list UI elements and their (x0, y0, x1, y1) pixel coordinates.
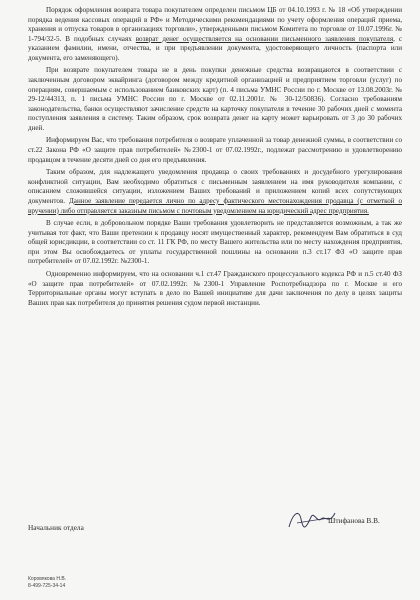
paragraph-1-text-a: Порядок оформления возврата товара покупателем определен письмом ЦБ от 04.10.1993 г. № 18 «Об утверждении порядка ведения кассовых операций в РФ» и Методическими рекомендациями по учету оформления операций приема, хранения и отпуска товаров в организациях торговли», утвержденными письмом Комитета по торговле от 10.07.1996г. № 1-794/32-5. В подобных случаях (28, 6, 402, 43)
paragraph-2: При возврате покупателем товара не в день покупки денежные средства возвращаются в соответствии с заключенным договором эквайринга (договором между кредитной организацией и предприятием торговли (услуг) по операциям, совершаемым с использованием банковских карт) (п. 4 письма УМНС России по г. Москве от 13.08.2003г. № 29-12/44313, п. 1 письма УМНС России по г. Москве от 02.11.2001г. № 30-12/50836). Согласно требованиям законодательства, банки осуществляют зачисление средств на карточку покупателя в течение 30 рабочих дней с момента поступления заявления в систему. Таким образом, срок возврата денег на карту может варьировать от 3 до 30 рабочих дней. (28, 66, 402, 132)
executor-phone: 8-499-725-34-14 (28, 582, 66, 589)
paragraph-1-text-c: , с указанием фамилии, имени, отчества, и при предъявлении документа, удостоверяющего личность (паспорта или документа, его заменяющего). (28, 34, 403, 62)
letter-body (28, 6, 402, 312)
paragraph-4-underlined: Данное заявление передается лично по адресу фактического местонахождения продавца (с отметкой о вручении) либо отправляется заказным письмом с почтовым уведомлением на юридический адрес предприятия. (28, 196, 402, 215)
paragraph-6: Одновременно информируем, что на основании ч.1 ст.47 Гражданского процессуального кодекса РФ и п.5 ст.40 ФЗ «О защите прав потребителей» от 07.02.1992г. №2300-1 Управление Роспотребнадзора по г. Москве и его Территориальные органы могут вступать в дело по Вашей инициативе для дачи заключения по делу в целях защиты Ваших прав как потребителя до принятия решения судом первой инстанции. (28, 270, 402, 307)
paragraph-5: В случае если, в добровольном порядке Ваши требования удовлетворить не представляется возможным, а так же учитывая тот факт, что Ваши претензии к продавцу носят имущественный характер, рекомендуем Вам обратиться в суд общей юрисдикции, в соответствии со ст. 11 ГК РФ, по месту Вашего жительства или по месту нахождения предприятия, при этом Вы освобождаетесь от уплаты государственной пошлины на основании п.3 ст.17 ФЗ «О защите прав потребителей» от 07.02.1992г. №2300-1. (28, 219, 402, 266)
executor-footer (28, 576, 66, 589)
paragraph-4-text-a: Таким образом, для надлежащего уведомления продавца о своих требованиях и досудебного урегулирования конфликтной ситуации, Вам необходимо обратиться с письменным заявлением на имя руководителя компании, с описанием сложившейся ситуации, изложением Ваших требований и приложением копий всех сопутствующих документов. (28, 168, 402, 205)
paragraph-3: Информируем Вас, что требования потребителя о возврате уплаченной за товар денежной суммы, в соответствии со ст.22 Закона РФ «О защите прав потребителей» №2300-1 от 07.02.1992г., подлежат рассмотрению и удовлетворению продавцом в течение десяти дней со дня его предъявления. (28, 136, 402, 164)
paragraph-1-underlined: возврат денег осуществляется на основании письменного заявления покупателя (135, 34, 394, 43)
signature-block (28, 513, 402, 539)
signer-position: Начальник отдела (28, 523, 84, 532)
paragraph-4 (28, 168, 402, 216)
paragraph-1 (28, 6, 402, 63)
signer-name: Штифанова В.В. (328, 516, 380, 525)
executor-name: Коровякова Н.В. (28, 576, 67, 582)
